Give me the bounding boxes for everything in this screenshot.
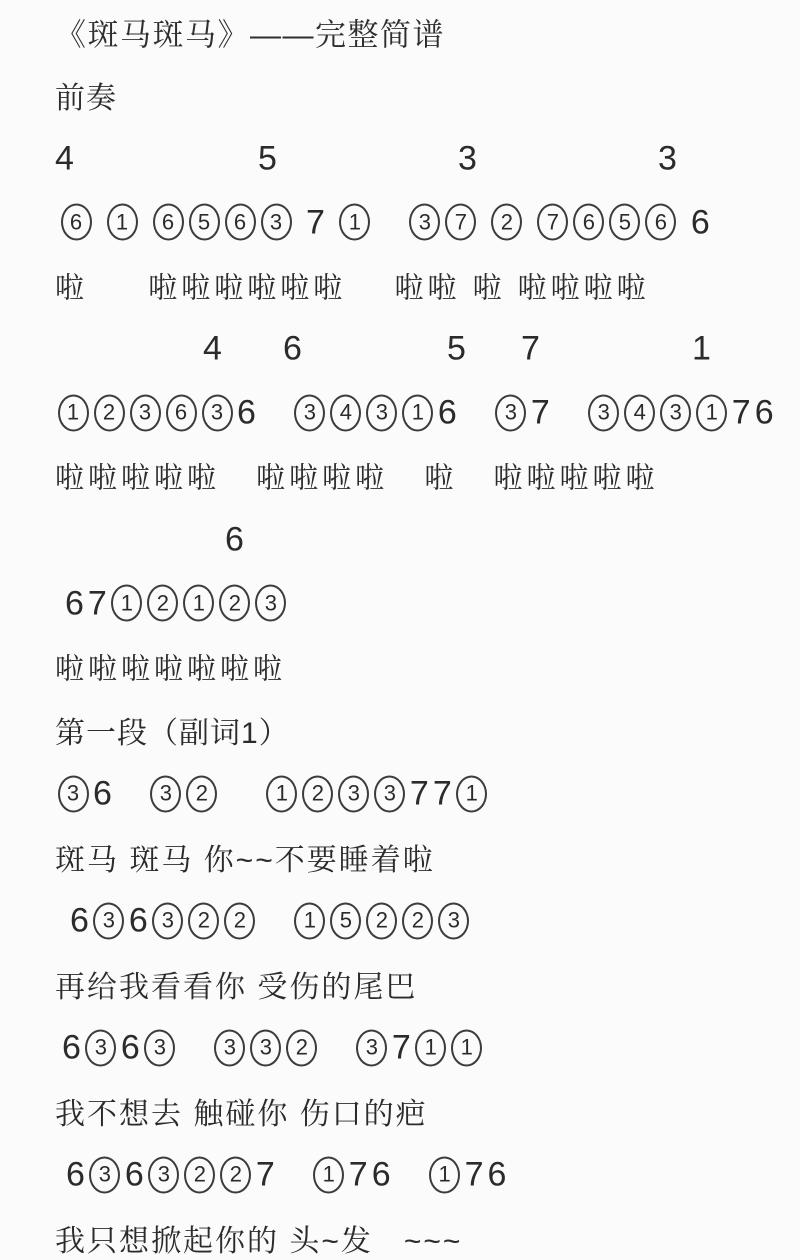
plain-note: 7: [348, 1155, 368, 1194]
circled-note: 5: [189, 204, 220, 241]
circled-note: 2: [302, 775, 333, 812]
beat-number: 7: [521, 329, 540, 368]
lyric-row-2: 再给我看看你 受伤的尾巴: [55, 971, 418, 1005]
score-line-lyric: [0, 826, 800, 890]
score-line-label: [0, 64, 800, 128]
circled-note: 3: [202, 394, 233, 431]
notes-row-7: [64, 1156, 508, 1193]
circled-note: 7: [537, 204, 568, 241]
la-row-2: 啦啦啦啦啦 啦啦啦啦 啦 啦啦啦啦啦: [55, 462, 659, 495]
circled-note: 3: [130, 394, 161, 431]
circled-note: 1: [402, 394, 433, 431]
plain-note: 7: [87, 584, 107, 623]
notes-row-6: [60, 1029, 485, 1066]
circled-note: 6: [166, 394, 197, 431]
plain-note: 6: [120, 1028, 140, 1067]
plain-note: 6: [93, 774, 112, 813]
score-line-notes: [0, 889, 800, 953]
circled-note: 1: [415, 1029, 446, 1066]
score-line-lyric: [0, 1080, 800, 1144]
plain-note: 7: [306, 203, 325, 242]
circled-note: 3: [495, 394, 526, 431]
score-line-la: [0, 445, 800, 509]
circled-note: 1: [111, 585, 142, 622]
circled-note: 3: [660, 394, 691, 431]
score-line-beats: [0, 127, 800, 191]
plain-note: 7: [464, 1155, 484, 1194]
circled-note: 2: [220, 1156, 251, 1193]
circled-note: 3: [374, 775, 405, 812]
plain-note: 6: [70, 901, 89, 940]
la-row-3: 啦啦啦啦啦啦啦: [55, 653, 287, 686]
circled-note: 3: [250, 1029, 281, 1066]
score-line-la: [0, 254, 800, 318]
la-row-1: 啦 啦啦啦啦啦啦 啦啦 啦 啦啦啦啦: [55, 272, 650, 305]
circled-note: 3: [152, 902, 183, 939]
notes-row-3: [63, 585, 289, 622]
beat-number: 4: [203, 329, 222, 368]
circled-note: 1: [339, 204, 370, 241]
circled-note: 2: [94, 394, 125, 431]
circled-note: 3: [438, 902, 469, 939]
notes-row-1: [58, 204, 712, 241]
circled-note: 6: [61, 204, 92, 241]
circled-note: 2: [402, 902, 433, 939]
circled-note: 6: [573, 204, 604, 241]
circled-note: 5: [609, 204, 640, 241]
circled-note: 2: [224, 902, 255, 939]
plain-note: 6: [128, 901, 148, 940]
score-line-notes: [0, 191, 800, 255]
beat-number: 3: [458, 139, 477, 178]
score-line-beats: [0, 508, 800, 572]
score-line-notes: [0, 1016, 800, 1080]
plain-note: 7: [391, 1028, 411, 1067]
plain-note: 7: [409, 774, 429, 813]
beat-number: 6: [225, 520, 244, 559]
circled-note: 3: [93, 902, 124, 939]
circled-note: 3: [261, 204, 292, 241]
circled-note: 3: [214, 1029, 245, 1066]
circled-note: 2: [219, 585, 250, 622]
prelude-label: 前奏: [55, 82, 117, 116]
plain-note: 6: [487, 1155, 507, 1194]
beat-number: 5: [447, 329, 466, 368]
notes-row-4: [55, 775, 490, 812]
circled-note: 2: [491, 204, 522, 241]
plain-note: 7: [255, 1155, 275, 1194]
circled-note: 3: [150, 775, 181, 812]
circled-note: 5: [330, 902, 361, 939]
circled-note: 3: [588, 394, 619, 431]
circled-note: 1: [313, 1156, 344, 1193]
circled-note: 1: [58, 394, 89, 431]
circled-note: 6: [153, 204, 184, 241]
circled-note: 3: [58, 775, 89, 812]
circled-note: 3: [144, 1029, 175, 1066]
plain-note: 6: [371, 1155, 391, 1194]
plain-note: 6: [65, 584, 84, 623]
circled-note: 3: [294, 394, 325, 431]
score-line-notes: [0, 572, 800, 636]
plain-note: 6: [237, 393, 256, 432]
circled-note: 1: [451, 1029, 482, 1066]
circled-note: 2: [188, 902, 219, 939]
circled-note: 3: [409, 204, 440, 241]
circled-note: 1: [294, 902, 325, 939]
circled-note: 1: [456, 775, 487, 812]
lyric-row-3: 我不想去 触碰你 伤口的疤: [55, 1098, 428, 1132]
plain-note: 7: [432, 774, 452, 813]
circled-note: 2: [366, 902, 397, 939]
circled-note: 4: [624, 394, 655, 431]
circled-note: 2: [184, 1156, 215, 1193]
circled-note: 2: [147, 585, 178, 622]
score-line-lyric: [0, 1207, 800, 1260]
circled-note: 3: [338, 775, 369, 812]
circled-note: 3: [366, 394, 397, 431]
circled-note: 1: [266, 775, 297, 812]
score-line-notes: [0, 1143, 800, 1207]
circled-note: 1: [107, 204, 138, 241]
circled-note: 6: [645, 204, 676, 241]
beat-number: 1: [692, 329, 711, 368]
score-line-notes: [0, 381, 800, 445]
circled-note: 6: [225, 204, 256, 241]
beat-number: 6: [283, 329, 302, 368]
circled-note: 2: [286, 1029, 317, 1066]
notes-row-5: [68, 902, 472, 939]
score-line-la: [0, 635, 800, 699]
plain-note: 6: [754, 393, 774, 432]
circled-note: 2: [186, 775, 217, 812]
notes-row-2: [55, 394, 776, 431]
score-line-beats: [0, 318, 800, 382]
circled-note: 3: [148, 1156, 179, 1193]
title-line: [0, 0, 800, 64]
circled-note: 3: [255, 585, 286, 622]
circled-note: 1: [429, 1156, 460, 1193]
score-line-label: [0, 699, 800, 763]
lyric-row-1: 斑马 斑马 你~~不要睡着啦: [55, 844, 435, 878]
plain-note: 6: [62, 1028, 81, 1067]
circled-note: 3: [356, 1029, 387, 1066]
plain-note: 6: [690, 203, 710, 242]
beat-number: 5: [258, 139, 277, 178]
plain-note: 6: [66, 1155, 85, 1194]
plain-note: 6: [124, 1155, 144, 1194]
score-line-lyric: [0, 953, 800, 1017]
circled-note: 1: [183, 585, 214, 622]
circled-note: 3: [89, 1156, 120, 1193]
beat-number: 3: [658, 139, 677, 178]
circled-note: 1: [696, 394, 727, 431]
circled-note: 7: [445, 204, 476, 241]
verse1-label: 第一段（副词1）: [55, 717, 290, 751]
plain-note: 7: [731, 393, 751, 432]
beat-number: 4: [55, 139, 74, 178]
plain-note: 6: [437, 393, 457, 432]
plain-note: 7: [530, 393, 550, 432]
circled-note: 4: [330, 394, 361, 431]
score-line-notes: [0, 762, 800, 826]
circled-note: 3: [85, 1029, 116, 1066]
page-title: 《斑马斑马》——完整简谱: [55, 17, 445, 53]
lyric-row-4: 我只想掀起你的 头~发 ~~~: [55, 1225, 463, 1259]
